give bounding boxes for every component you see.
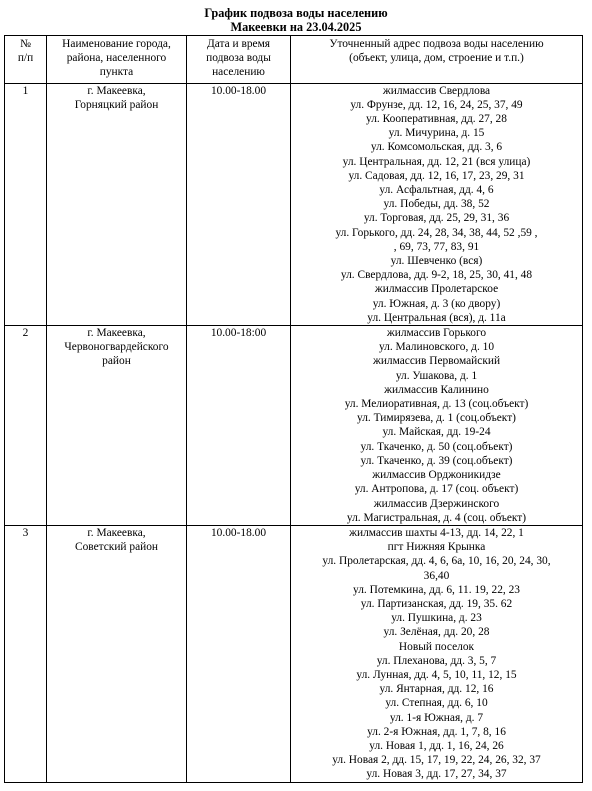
table-row bbox=[5, 525, 583, 782]
header-address: Уточненный адрес подвоза воды населению (объект, улица, дом, строение и т.п.) bbox=[291, 36, 583, 84]
address-line: 36,40 bbox=[423, 569, 450, 582]
address-line: ул. Южная, д. 3 (ко двору) bbox=[372, 297, 501, 310]
row-number: 2 bbox=[5, 326, 47, 526]
address-line: ул. Магистральная, д. 4 (соц. объект) bbox=[346, 511, 527, 524]
title-line-2: Макеевки на 23.04.2025 bbox=[230, 20, 362, 34]
address-line: ул. Комсомольская, дд. 3, 6 bbox=[370, 141, 503, 154]
address-line: ул. Тимирязева, д. 1 (соц.объект) bbox=[357, 412, 516, 425]
address-line: ул. Победы, дд. 38, 52 bbox=[383, 198, 490, 211]
row-delivery-time: 10.00-18:00 bbox=[187, 326, 291, 526]
address-line: ул. Кооперативная, дд. 27, 28 bbox=[366, 113, 507, 126]
address-line: ул. Потемкина, дд. 6, 11. 19, 22, 23 bbox=[353, 583, 520, 596]
table-row bbox=[5, 83, 583, 325]
address-line: ул. Центральная (вся), д. 11а bbox=[367, 311, 506, 324]
address-line: ул. Свердлова, дд. 9-2, 18, 25, 30, 41, 48 bbox=[340, 269, 533, 282]
address-line: ул. Пушкина, д. 23 bbox=[391, 612, 482, 625]
address-line: ул. Ткаченко, д. 50 (соц.объект) bbox=[360, 440, 513, 453]
address-line: ул. Асфальтная, дд. 4, 6 bbox=[379, 184, 494, 197]
address-line: жилмассив Орджоникидзе bbox=[372, 469, 501, 482]
row-number: 3 bbox=[5, 525, 47, 782]
address-line: ул. Ткаченко, д. 39 (соц.объект) bbox=[360, 454, 513, 467]
address-line: ул. Ушакова, д. 1 bbox=[395, 369, 478, 382]
location-name-line: район bbox=[102, 355, 131, 368]
address-line: ул. Новая 1, дд. 1, 16, 24, 26 bbox=[369, 739, 504, 752]
address-line: ул. Лунная, дд. 4, 5, 10, 11, 12, 15 bbox=[356, 668, 517, 681]
address-line: ул. Садовая, дд. 12, 16, 17, 23, 29, 31 bbox=[348, 169, 525, 182]
table-row bbox=[5, 326, 583, 526]
row-delivery-time: 10.00-18.00 bbox=[187, 83, 291, 325]
address-line: пгт Нижняя Крынка bbox=[387, 541, 486, 554]
address-line: ул. Майская, дд. 19-24 bbox=[382, 426, 491, 439]
address-line: жилмассив Калинино bbox=[384, 383, 489, 396]
address-line: жилмассив Первомайский bbox=[372, 355, 501, 368]
row-location-name bbox=[47, 525, 187, 782]
address-line: ул. Шевченко (вся) bbox=[390, 255, 483, 268]
water-delivery-table bbox=[4, 35, 583, 783]
row-location-name bbox=[47, 83, 187, 325]
row-number: 1 bbox=[5, 83, 47, 325]
address-line: ул. Центральная, дд. 12, 21 (вся улица) bbox=[342, 155, 531, 168]
location-name-line: Червоногвардейского bbox=[64, 341, 169, 354]
address-line: жилмассив шахты 4-13, дд. 14, 22, 1 bbox=[349, 526, 524, 539]
table-header-row bbox=[5, 36, 583, 84]
address-line: Новый поселок bbox=[398, 640, 475, 653]
location-name-line: Горняцкий район bbox=[74, 98, 159, 111]
address-line: жилмассив Свердлова bbox=[382, 84, 491, 97]
address-line: ул. Новая 3, дд. 17, 27, 34, 37 bbox=[366, 768, 507, 781]
row-location-name bbox=[47, 326, 187, 526]
row-addresses bbox=[291, 525, 583, 782]
address-line: ул. Мичурина, д. 15 bbox=[388, 127, 485, 140]
address-line: ул. Антропова, д. 17 (соц. объект) bbox=[354, 483, 519, 496]
location-name-line: г. Макеевка, bbox=[87, 84, 146, 97]
address-line: ул. Торговая, дд. 25, 29, 31, 36 bbox=[363, 212, 510, 225]
address-line: ул. Плеханова, дд. 3, 5, 7 bbox=[376, 654, 497, 667]
address-line: ул. Мелиоративная, д. 13 (соц.объект) bbox=[344, 398, 529, 411]
table-body bbox=[5, 83, 583, 782]
address-line: ул. Зелёная, дд. 20, 28 bbox=[383, 626, 490, 639]
location-name-line: г. Макеевка, bbox=[87, 327, 146, 340]
address-line: жилмассив Горького bbox=[386, 327, 487, 340]
location-name-line: г. Макеевка, bbox=[87, 526, 146, 539]
address-line: , 69, 73, 77, 83, 91 bbox=[393, 240, 480, 253]
row-addresses bbox=[291, 326, 583, 526]
address-line: ул. Горького, дд. 24, 28, 34, 38, 44, 52 ,59 , bbox=[335, 226, 538, 239]
document-title bbox=[0, 0, 592, 34]
address-line: жилмассив Пролетарское bbox=[374, 283, 499, 296]
address-line: жилмассив Дзержинского bbox=[373, 497, 500, 510]
address-line: ул. Малиновского, д. 10 bbox=[378, 341, 495, 354]
address-line: ул. Пролетарская, дд. 4, 6, 6а, 10, 16, 20, 24, 30, bbox=[322, 555, 551, 568]
address-line: ул. Фрунзе, дд. 12, 16, 24, 25, 37, 49 bbox=[350, 98, 523, 111]
location-name-line: Советский район bbox=[74, 541, 159, 554]
address-line: ул. Янтарная, дд. 12, 16 bbox=[379, 683, 494, 696]
header-name: Наименование города, района, населенного пункта bbox=[47, 36, 187, 84]
address-line: ул. Степная, дд. 6, 10 bbox=[385, 697, 488, 710]
row-delivery-time: 10.00-18.00 bbox=[187, 525, 291, 782]
address-line: ул. 2-я Южная, дд. 1, 7, 8, 16 bbox=[367, 725, 506, 738]
address-line: ул. Новая 2, дд. 15, 17, 19, 22, 24, 26, 32, 37 bbox=[332, 754, 541, 767]
header-number: № п/п bbox=[5, 36, 47, 84]
row-addresses bbox=[291, 83, 583, 325]
title-line-1: График подвоза воды населению bbox=[204, 6, 388, 20]
address-line: ул. Партизанская, дд. 19, 35. 62 bbox=[360, 597, 513, 610]
address-line: ул. 1-я Южная, д. 7 bbox=[389, 711, 484, 724]
header-time: Дата и время подвоза воды населению bbox=[187, 36, 291, 84]
